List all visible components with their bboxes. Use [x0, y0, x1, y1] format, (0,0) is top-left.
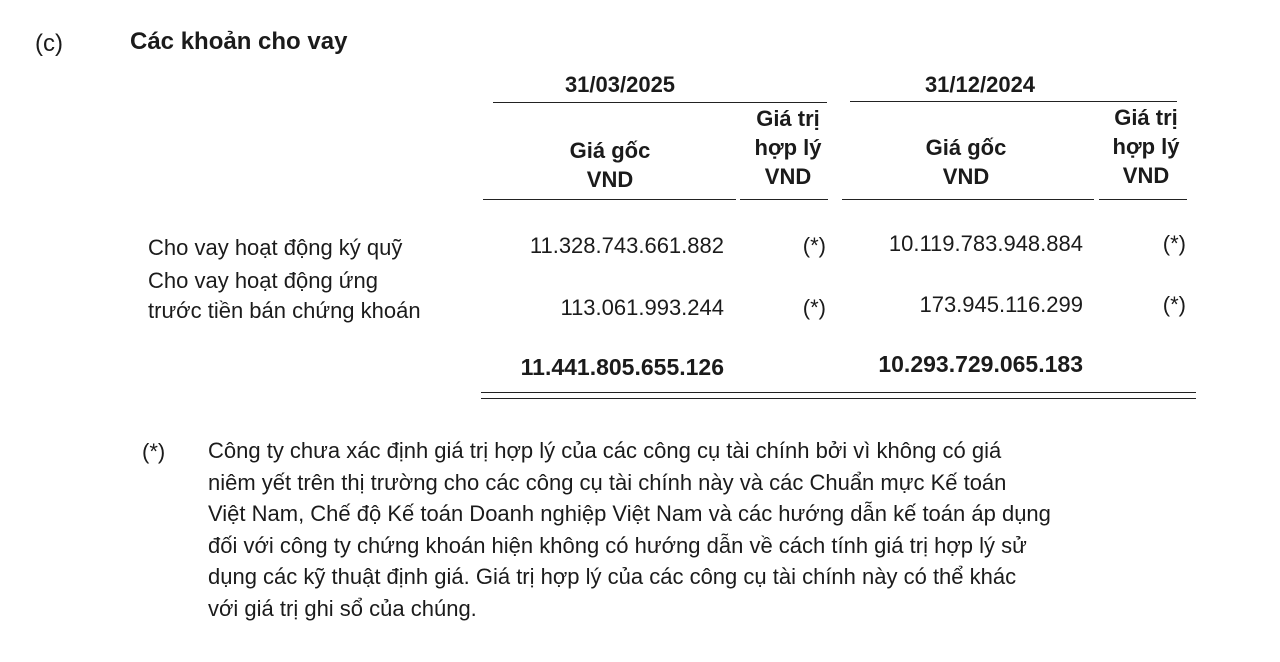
- period-a-fair-value-header: [738, 104, 838, 191]
- table-cell: (*): [1162, 292, 1186, 317]
- row-label-margin-loans: [148, 233, 402, 263]
- footnote-line: Việt Nam, Chế độ Kế toán Doanh nghiệp Việt Nam và các hướng dẫn kế toán áp dụng: [208, 501, 1051, 526]
- period-a-header-rule: [493, 102, 827, 103]
- header-line: Giá gốc: [925, 135, 1007, 160]
- header-line: VND: [586, 167, 634, 192]
- period-a-cost-header: [520, 136, 700, 194]
- header-line: Giá trị: [1114, 105, 1178, 130]
- fair-b-header-underline: [1099, 199, 1187, 200]
- footnote-line: dụng các kỹ thuật định giá. Giá trị hợp lý của các công cụ tài chính này có thể khác: [208, 564, 1017, 589]
- table-cell: (*): [1162, 231, 1186, 256]
- header-line: Giá trị: [756, 106, 820, 131]
- cost-a-header-underline: [483, 199, 736, 200]
- label-line: Cho vay hoạt động ký quỹ: [148, 235, 403, 260]
- label-line: Cho vay hoạt động ứng: [148, 268, 379, 293]
- table-cell: 11.328.743.661.882: [529, 233, 724, 258]
- table-cell: 113.061.993.244: [560, 295, 724, 320]
- period-b-header-rule: [850, 101, 1177, 102]
- header-line: Giá gốc: [569, 138, 651, 163]
- footnote-text: [208, 435, 1208, 624]
- section-title: Các khoản cho vay: [130, 28, 348, 55]
- header-line: hợp lý: [754, 135, 822, 160]
- header-line: VND: [764, 164, 812, 189]
- footnote-mark: (*): [142, 439, 166, 464]
- header-line: hợp lý: [1112, 134, 1180, 159]
- total-cost-period-a: 11.441.805.655.126: [520, 354, 724, 380]
- header-line: VND: [942, 164, 990, 189]
- total-double-underline: [481, 398, 1196, 399]
- footnote-line: với giá trị ghi sổ của chúng.: [208, 595, 477, 621]
- footnote-line: đối với công ty chứng khoán hiện không có hướng dẫn về cách tính giá trị hợp lý sử: [208, 532, 1027, 558]
- table-cell: 10.119.783.948.884: [888, 231, 1083, 256]
- row-label-advance-loans: [148, 266, 421, 326]
- period-b-date: 31/12/2024: [924, 72, 1036, 97]
- header-line: VND: [1122, 163, 1170, 188]
- label-line: trước tiền bán chứng khoán: [148, 298, 421, 323]
- total-double-underline: [481, 392, 1196, 393]
- cost-b-header-underline: [842, 199, 1094, 200]
- total-cost-period-b: 10.293.729.065.183: [878, 351, 1083, 377]
- section-letter: (c): [35, 30, 63, 57]
- footnote-line: Công ty chưa xác định giá trị hợp lý của các công cụ tài chính bởi vì không có giá: [208, 438, 1002, 463]
- table-cell: (*): [802, 233, 826, 258]
- fair-a-header-underline: [740, 199, 828, 200]
- table-cell: 173.945.116.299: [919, 292, 1083, 317]
- period-b-cost-header: [876, 133, 1056, 191]
- footnote-line: niêm yết trên thị trường cho các công cụ tài chính này và các Chuẩn mực Kế toán: [208, 469, 1007, 495]
- table-cell: (*): [802, 295, 826, 320]
- period-b-fair-value-header: [1096, 103, 1196, 190]
- period-a-date: 31/03/2025: [564, 72, 676, 97]
